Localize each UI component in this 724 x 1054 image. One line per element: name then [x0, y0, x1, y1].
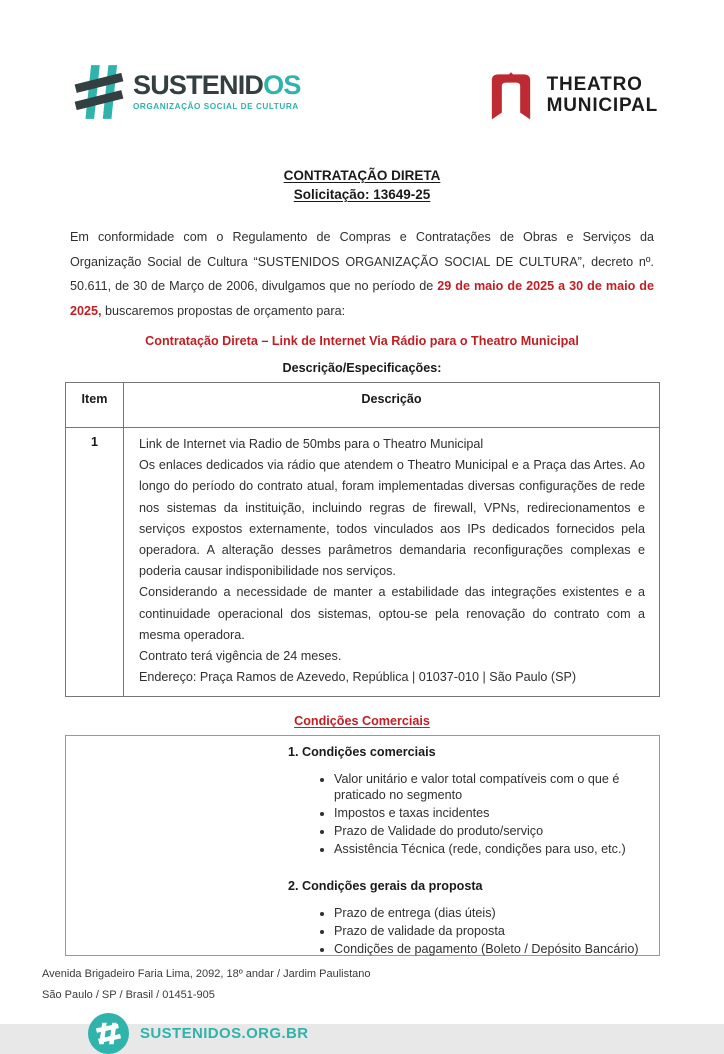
sustenidos-name-teal: OS — [263, 70, 301, 100]
specification-table — [65, 382, 660, 697]
theatro-municipal-logo — [486, 62, 658, 125]
table-header-description: Descrição — [124, 383, 660, 428]
list-item: • Condições de pagamento (Boleto / Depósito Bancário) — [334, 942, 643, 958]
conditions-section-2 — [288, 879, 643, 958]
description-paragraph: Link de Internet via Radio de 50mbs para o Theatro Municipal — [139, 437, 484, 451]
header — [0, 0, 724, 128]
footer-hash-icon — [88, 1013, 129, 1054]
list-item: • Valor unitário e valor total compatíveis com o que é praticado no segmento — [334, 772, 643, 803]
sustenidos-name — [133, 71, 301, 99]
footer-brand — [88, 1013, 724, 1054]
theatro-wordmark — [547, 67, 658, 116]
description-paragraph: Considerando a necessidade de manter a estabilidade das integrações existentes e a continuidade operacional dos sistemas, optou-se pela renovação do contrato com a mesma operadora. — [139, 585, 645, 642]
intro-paragraph — [70, 225, 654, 323]
list-item: • Prazo de validade da proposta — [334, 924, 643, 940]
description-paragraph: Contrato terá vigência de 24 meses. — [139, 649, 342, 664]
conditions-section-2-list — [288, 906, 643, 958]
description-paragraph: Os enlaces dedicados via rádio que atendem o Theatro Municipal e a Praça das Artes. Ao longo do período do contrato atual, foram implementadas diversas configurações de rede nos sistemas da instituição, incluindo regras de firewall, VPNs, redirecionamentos e serviços expostos externamente, todos vinculados aos IPs dedicados fornecidos pela operadora. A alteração desses parâmetros demandaria reconfigurações complexas e poderia causar indisponibilidade nos serviços. — [139, 458, 645, 579]
footer-address — [42, 964, 724, 1006]
theatro-arch-icon — [486, 67, 536, 125]
document-title — [0, 166, 724, 204]
list-item: • Impostos e taxas incidentes — [334, 806, 643, 822]
conditions-section-1 — [288, 745, 643, 857]
list-item: • Prazo de entrega (dias úteis) — [334, 906, 643, 922]
subject-heading: Contratação Direta – Link de Internet Via Rádio para o Theatro Municipal — [145, 334, 579, 348]
table-cell-description — [124, 428, 660, 697]
description-paragraph: Endereço: Praça Ramos de Azevedo, República | 01037-010 | São Paulo (SP) — [139, 670, 577, 685]
document-title-line1: CONTRATAÇÃO DIRETA — [283, 168, 441, 183]
conditions-section-1-list — [288, 772, 643, 857]
footer-address-line1: Avenida Brigadeiro Faria Lima, 2092, 18º andar / Jardim Paulistano — [42, 968, 371, 981]
table-header-item: Item — [66, 383, 124, 428]
table-row — [66, 428, 660, 697]
theatro-wordmark-line1: THEATRO — [546, 74, 643, 95]
footer-website: SUSTENIDOS.ORG.BR — [140, 1025, 309, 1043]
intro-date-range: 29 de maio de 2025 a 30 de maio de 2025, — [70, 279, 654, 318]
sustenidos-wordmark — [133, 62, 301, 111]
list-item: • Prazo de Validade do produto/serviço — [334, 824, 643, 840]
conditions-section-1-title: 1. Condições comerciais — [288, 745, 436, 760]
spec-label: Descrição/Especificações: — [282, 361, 442, 375]
footer-address-line2: São Paulo / SP / Brasil / 01451-905 — [42, 989, 215, 1002]
document-title-line2: Solicitação: 13649-25 — [293, 187, 431, 202]
table-header-row — [66, 383, 660, 428]
conditions-heading: Condições Comerciais — [294, 714, 430, 729]
sustenidos-name-dark: SUSTENID — [133, 70, 264, 100]
intro-text-part1: Em conformidade com o Regulamento de Compras e Contratações de Obras e Serviços da Organização Social de Cultura “SUSTENIDOS ORGANIZAÇÃO SOCIAL DE CULTURA”, decreto nº. 50.611, de 30 de Março de 2006, divulgamos que no período de — [70, 230, 654, 293]
theatro-wordmark-line2: MUNICIPAL — [546, 95, 658, 116]
table-cell-item: 1 — [66, 428, 124, 697]
conditions-box — [65, 735, 660, 956]
sustenidos-hash-icon — [74, 62, 124, 122]
intro-text-part2: buscaremos propostas de orçamento para: — [101, 303, 346, 318]
list-item: • Assistência Técnica (rede, condições para uso, etc.) — [334, 842, 643, 858]
sustenidos-logo — [74, 62, 301, 122]
sustenidos-tagline: ORGANIZAÇÃO SOCIAL DE CULTURA — [133, 102, 299, 111]
conditions-section-2-title: 2. Condições gerais da proposta — [288, 879, 483, 894]
